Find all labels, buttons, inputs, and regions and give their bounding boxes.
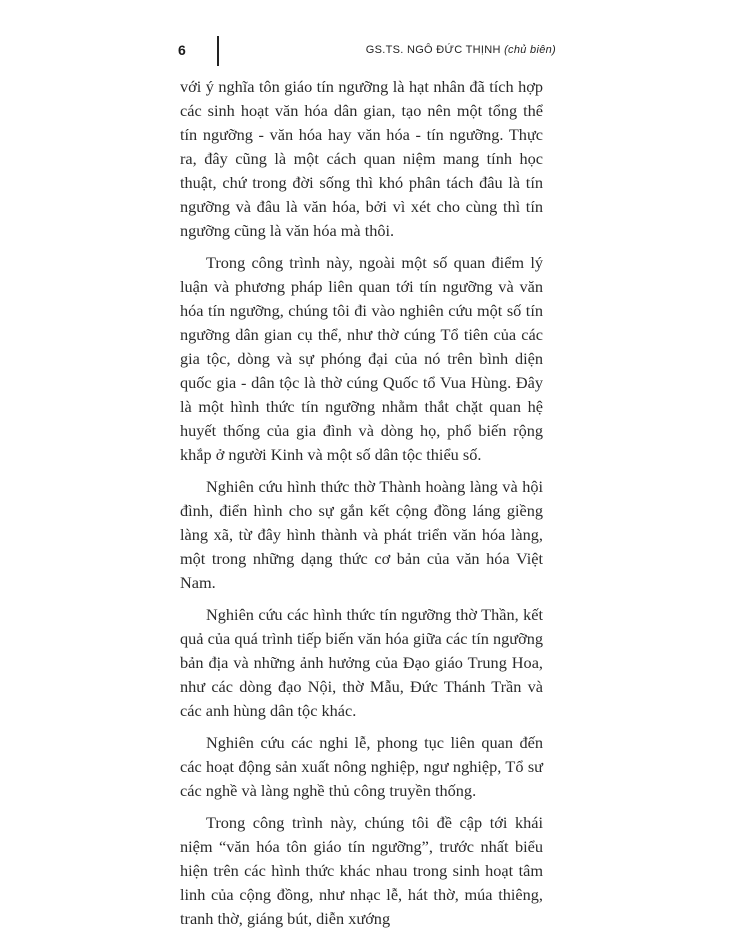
page-header bbox=[175, 36, 556, 66]
running-head-author: GS.TS. NGÔ ĐỨC THỊNH bbox=[365, 44, 501, 56]
header-divider bbox=[217, 36, 219, 66]
paragraph: Nghiên cứu hình thức thờ Thành hoàng làng và hội đình, điển hình cho sự gắn kết cộng đồng láng giềng làng xã, từ đây hình thành và phát triển văn hóa làng, một trong những dạng thức cơ bản của văn hóa Việt Nam. bbox=[180, 477, 543, 592]
page-number: 6 bbox=[178, 42, 186, 58]
body-text bbox=[180, 75, 543, 939]
paragraph: Trong công trình này, ngoài một số quan điểm lý luận và phương pháp liên quan tới tín ngưỡng và văn hóa tín ngưỡng, chúng tôi đi vào nghiên cứu một số tín ngưỡng dân gian cụ thể, như thờ cúng Tổ tiên của các gia tộc, dòng và sự phóng đại của nó trên bình diện quốc gia - dân tộc là thờ cúng Quốc tổ Vua Hùng. Đây là một hình thức tín ngưỡng nhằm thắt chặt quan hệ huyết thống của gia đình và dòng họ, phổ biến rộng khắp ở người Kinh và một số dân tộc thiểu số. bbox=[180, 253, 543, 464]
running-head-editor-note: (chủ biên) bbox=[504, 44, 556, 56]
paragraph: Trong công trình này, chúng tôi đề cập tới khái niệm “văn hóa tôn giáo tín ngưỡng”, trước nhất biểu hiện trên các hình thức khác nhau trong sinh hoạt tâm linh của cộng đồng, như nhạc lễ, hát thờ, múa thiêng, tranh thờ, giáng bút, diễn xướng bbox=[180, 813, 543, 928]
paragraph: Nghiên cứu các hình thức tín ngưỡng thờ Thần, kết quả của quá trình tiếp biến văn hóa giữa các tín ngưỡng bản địa và những ảnh hưởng của Đạo giáo Trung Hoa, như các dòng đạo Nội, thờ Mẫu, Đức Thánh Trần và các anh hùng dân tộc khác. bbox=[180, 605, 543, 720]
paragraph-continuation: với ý nghĩa tôn giáo tín ngưỡng là hạt nhân đã tích hợp các sinh hoạt văn hóa dân gian, tạo nên một tổng thể tín ngưỡng - văn hóa hay văn hóa - tín ngưỡng. Thực ra, đây cũng là một cách quan niệm mang tính học thuật, chứ trong đời sống thì khó phân tách đâu là tín ngưỡng và đâu là văn hóa, bởi vì xét cho cùng thì tín ngưỡng cũng là văn hóa mà thôi. bbox=[180, 77, 543, 240]
running-head bbox=[366, 44, 556, 56]
paragraph: Nghiên cứu các nghi lễ, phong tục liên quan đến các hoạt động sản xuất nông nghiệp, ngư nghiệp, Tổ sư các nghề và làng nghề thủ công truyền thống. bbox=[180, 733, 543, 800]
